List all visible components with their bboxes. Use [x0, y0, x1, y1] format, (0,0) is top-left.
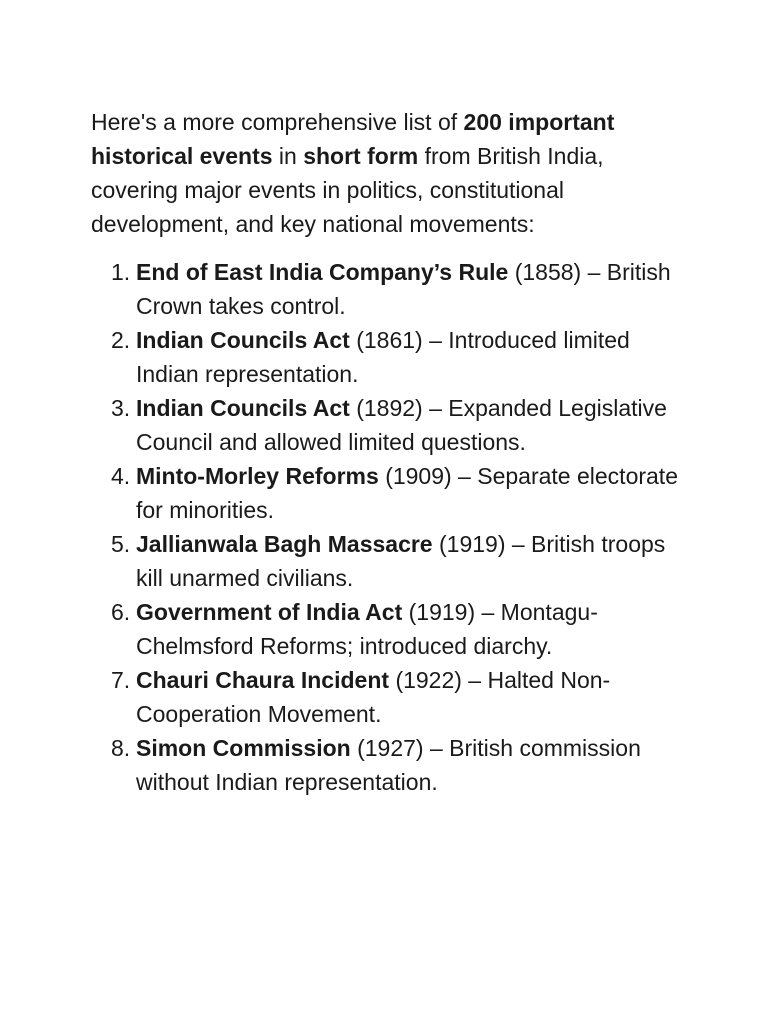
events-list: [91, 255, 691, 799]
event-title: Jallianwala Bagh Massacre: [136, 531, 433, 557]
event-title: Indian Councils Act: [136, 327, 350, 353]
document-page: [91, 105, 691, 799]
item-number: 5.: [111, 531, 131, 557]
item-number: 2.: [111, 327, 131, 353]
event-year: (1861): [356, 327, 423, 353]
event-title: End of East India Company’s Rule: [136, 259, 509, 285]
event-year: (1858): [514, 259, 582, 285]
intro-paragraph: [91, 105, 691, 241]
item-number: 4.: [111, 463, 131, 489]
event-description: – Montagu-Chelmsford Reforms; introduced diarchy.: [136, 599, 598, 659]
event-title: Simon Commission: [136, 735, 351, 761]
event-title: Government of India Act: [136, 599, 403, 625]
intro-bold-1: 200 important historical events: [91, 109, 615, 169]
intro-text-3: from British India, covering major events in politics, constitutional development, and key national movements:: [91, 143, 604, 237]
list-item: [91, 595, 691, 663]
event-year: (1919): [439, 531, 506, 557]
event-description: – Separate electorate for minorities.: [136, 463, 678, 523]
event-description: – Expanded Legislative Council and allowed limited questions.: [136, 395, 667, 455]
event-description: – British Crown takes control.: [136, 259, 671, 319]
event-description: – Halted Non-Cooperation Movement.: [136, 667, 611, 727]
list-item: [91, 255, 691, 323]
intro-bold-2: short form: [303, 143, 419, 169]
intro-text-2: in: [272, 143, 304, 169]
event-year: (1919): [408, 599, 476, 625]
event-title: Indian Councils Act: [136, 395, 350, 421]
event-year: (1922): [395, 667, 462, 693]
item-number: 3.: [111, 395, 131, 421]
item-number: 7.: [111, 667, 131, 693]
event-description: – British commission without Indian representation.: [136, 735, 641, 795]
item-number: 6.: [111, 599, 131, 625]
event-year: (1909): [385, 463, 452, 489]
list-item: [91, 391, 691, 459]
list-item: [91, 459, 691, 527]
event-year: (1927): [357, 735, 424, 761]
event-title: Chauri Chaura Incident: [136, 667, 390, 693]
list-item: [91, 731, 691, 799]
list-item: [91, 323, 691, 391]
list-item: [91, 663, 691, 731]
event-year: (1892): [356, 395, 423, 421]
list-item: [91, 527, 691, 595]
item-number: 1.: [111, 259, 131, 285]
event-description: – Introduced limited Indian representation.: [136, 327, 630, 387]
intro-text-1: Here's a more comprehensive list of: [91, 109, 464, 135]
event-title: Minto-Morley Reforms: [136, 463, 379, 489]
item-number: 8.: [111, 735, 131, 761]
event-description: – British troops kill unarmed civilians.: [136, 531, 666, 591]
